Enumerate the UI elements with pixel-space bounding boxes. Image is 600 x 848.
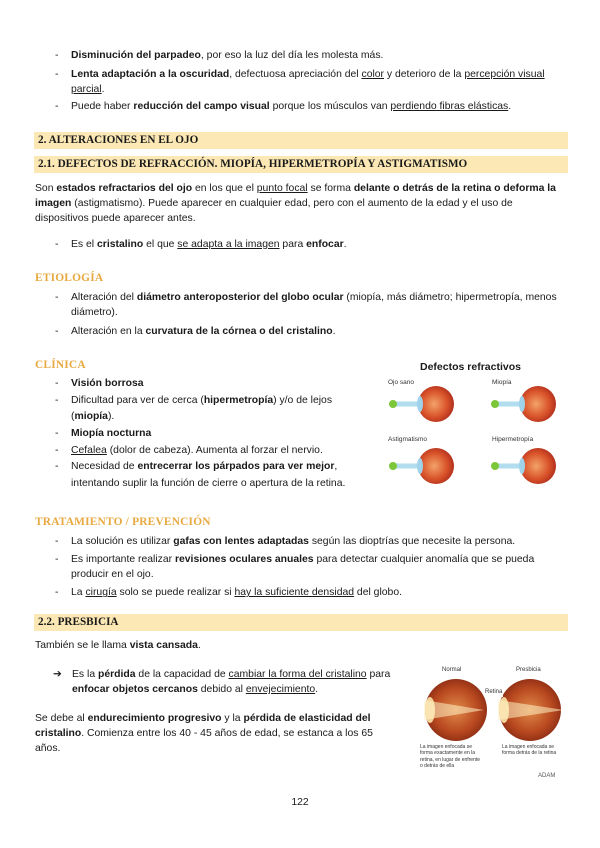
figure-caption-presbyopia: La imagen enfocada se forma detrás de la retina xyxy=(502,744,557,757)
arrow-icon: ➔ xyxy=(53,669,62,680)
tratamiento-heading: TRATAMIENTO / PREVENCIÓN xyxy=(35,516,211,528)
list-item: - Puede haber reducción del campo visual porque los músculos van perdiendo fibras elásticas. xyxy=(35,99,567,114)
etiologia-heading: ETIOLOGÍA xyxy=(35,272,104,284)
figure-label-astigmatism: Astigmatismo xyxy=(388,436,428,443)
figure-label-normal: Normal xyxy=(442,667,462,673)
page-number: 122 xyxy=(291,797,309,808)
figure-caption-normal: La imagen enfocada se forma exactamente en la retina, en lugar de enfrente o detrás de ella xyxy=(420,744,481,769)
list-item: - Es importante realizar revisiones oculares anuales para detectar cualquier anomalía que se pueda producir en el ojo. xyxy=(35,552,567,582)
list-item: - Lenta adaptación a la oscuridad, defectuosa apreciación del color y deterioro de la percepción visual parcial. xyxy=(35,67,567,97)
refractive-defects-figure xyxy=(384,360,568,492)
section-heading-2: 2. ALTERACIONES EN EL OJO xyxy=(34,132,568,149)
figure-title: Defectos refractivos xyxy=(420,361,521,373)
list-item: - La cirugía solo se puede realizar si hay la suficiente densidad del globo. xyxy=(35,585,567,600)
intro-paragraph: Son estados refractarios del ojo en los que el punto focal se forma delante o detrás de la retina o deforma la imagen (astigmatismo). Puede aparecer en cualquier edad, pero con el aumento de la edad y el uso de dispositivos puede aparecer antes. xyxy=(35,183,556,225)
presbyopia-figure xyxy=(418,666,568,784)
top-bullet-list xyxy=(35,48,567,114)
list-item: - Necesidad de entrecerrar los párpados para ver mejor, intentando suplir la función de cierre o apertura de la retina. xyxy=(35,459,373,492)
clinica-heading: CLÍNICA xyxy=(35,359,86,371)
list-item: - Es el cristalino el que se adapta a la imagen para enfocar. xyxy=(35,237,567,252)
list-item: - La solución es utilizar gafas con lentes adaptadas según las dioptrías que necesite la persona. xyxy=(35,534,567,549)
figure-label-presbyopia: Presbicia xyxy=(516,667,541,673)
section-heading-2-1: 2.1. DEFECTOS DE REFRACCIÓN. MIOPÍA, HIPERMETROPÍA Y ASTIGMATISMO xyxy=(34,156,568,173)
etiologia-list xyxy=(35,290,567,339)
list-item: - Disminución del parpadeo, por eso la luz del día les molesta más. xyxy=(35,48,567,63)
presbicia-paragraph: Se debe al endurecimiento progresivo y la pérdida de elasticidad del cristalino. Comienza entre los 40 - 45 años de edad, se estanca a los 65 años. xyxy=(35,713,373,755)
list-item: - Alteración del diámetro anteroposterior del globo ocular (miopía, más diámetro; hipermetropía, menos diámetro). xyxy=(35,290,567,320)
list-item: - Miopía nocturna xyxy=(35,426,373,443)
tratamiento-list xyxy=(35,534,567,600)
figure-label-hyperopia: Hipermetropía xyxy=(492,436,534,443)
section-heading-2-2: 2.2. PRESBICIA xyxy=(34,614,568,631)
presbicia-arrow-item: ➔ Es la pérdida de la capacidad de cambiar la forma del cristalino para enfocar objetos cercanos debido al envejecimiento. xyxy=(53,669,391,696)
figure-brand: ADAM xyxy=(538,773,556,779)
figure-label-myopia: Miopía xyxy=(492,379,512,386)
cristalino-list xyxy=(35,237,567,252)
list-item: - Cefalea (dolor de cabeza). Aumenta al forzar el nervio. xyxy=(35,443,373,460)
presbyopia-eyes-icon xyxy=(418,674,568,744)
presbicia-intro: También se le llama vista cansada. xyxy=(35,640,201,651)
figure-label-healthy: Ojo sano xyxy=(388,379,415,386)
list-item: - Visión borrosa xyxy=(35,376,373,393)
eye-diagrams-icon xyxy=(384,386,568,492)
list-item: - Dificultad para ver de cerca (hipermetropía) y/o de lejos (miopía). xyxy=(35,393,373,426)
list-item: - Alteración en la curvatura de la córnea o del cristalino. xyxy=(35,324,567,339)
clinica-list xyxy=(35,376,373,492)
figure-label-retina: Retina xyxy=(485,689,503,695)
